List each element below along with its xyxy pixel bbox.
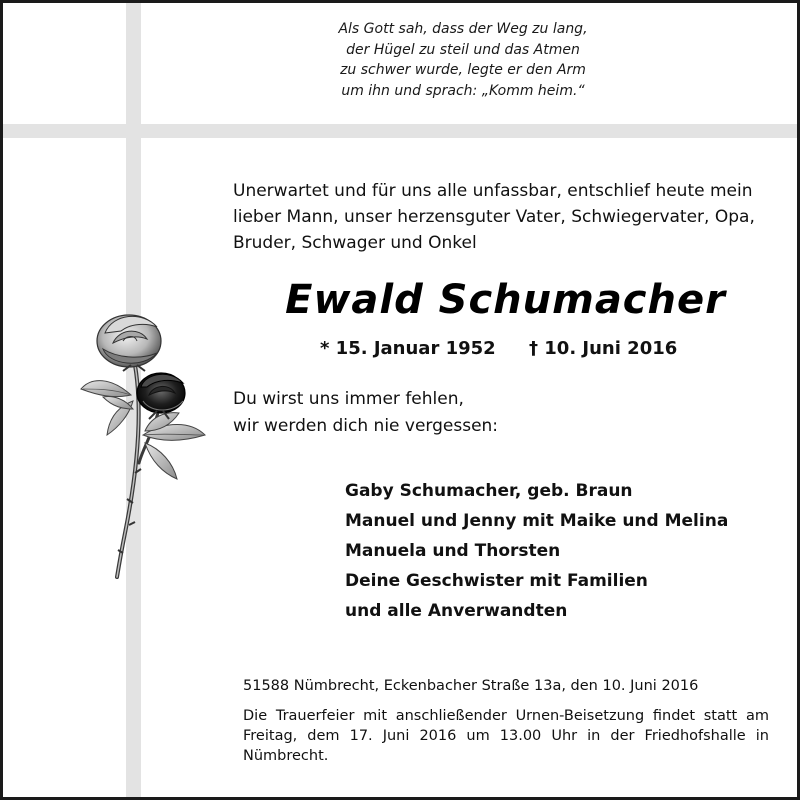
- intro-line: Unerwartet und für uns alle unfassbar, entschlief heute mein: [233, 181, 753, 201]
- birth-date: * 15. Januar 1952: [320, 338, 496, 359]
- motto-line: Als Gott sah, dass der Weg zu lang,: [338, 21, 588, 37]
- mourner-entry: Manuel und Jenny mit Maike und Melina: [345, 511, 729, 531]
- motto-line: zu schwer wurde, legte er den Arm: [340, 62, 586, 78]
- motto-verse: [303, 19, 623, 101]
- death-date: † 10. Juni 2016: [529, 338, 678, 359]
- intro-text: [233, 178, 773, 256]
- farewell-line: Du wirst uns immer fehlen,: [233, 389, 464, 409]
- mourner-entry: Gaby Schumacher, geb. Braun: [345, 481, 633, 501]
- intro-line: lieber Mann, unser herzensguter Vater, Schwiegervater, Opa,: [233, 207, 755, 227]
- farewell-text: [233, 386, 773, 440]
- farewell-line: wir werden dich nie vergessen:: [233, 416, 499, 436]
- motto-line: der Hügel zu steil und das Atmen: [346, 41, 580, 58]
- rose-icon: [73, 303, 233, 583]
- mourner-entry: Deine Geschwister mit Familien: [345, 571, 648, 591]
- deceased-name: Ewald Schumacher: [285, 277, 726, 323]
- mourner-entry: und alle Anverwandten: [345, 601, 568, 621]
- service-notice: Die Trauerfeier mit anschließender Urnen-Beisetzung findet statt am Freitag, dem 17. Juni 2016 um 13.00 Uhr in der Friedhofshalle in Nümbrecht.: [243, 708, 769, 764]
- motto-line: um ihn und sprach: „Komm heim.“: [341, 82, 585, 99]
- mourners-list: [345, 476, 775, 626]
- cross-horizontal-bar: [3, 124, 797, 138]
- address-line: 51588 Nümbrecht, Eckenbacher Straße 13a, den 10. Juni 2016: [243, 678, 699, 694]
- mourner-entry: Manuela und Thorsten: [345, 541, 561, 561]
- intro-line: Bruder, Schwager und Onkel: [233, 233, 477, 253]
